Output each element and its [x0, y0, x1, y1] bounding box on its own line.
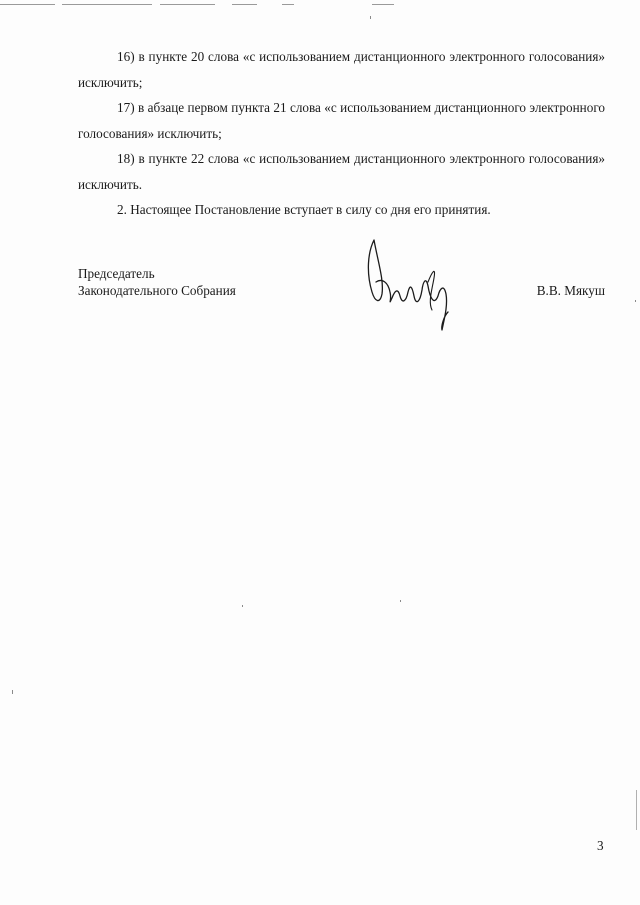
- scan-mark: [282, 4, 294, 5]
- scan-mark: [62, 4, 152, 5]
- signatory-position-line2: Законодательного Собрания: [78, 283, 236, 298]
- scan-mark: [0, 4, 55, 5]
- paragraph-effective-date: 2. Настоящее Постановление вступает в силу со дня его принятия.: [117, 202, 491, 217]
- paragraph-item-17: 17) в абзаце первом пункта 21 слова «с использованием дистанционного электронного голосования» исключить;: [78, 100, 605, 141]
- scan-speck: [12, 690, 13, 694]
- scan-speck: [242, 605, 243, 607]
- scan-mark: [232, 4, 257, 5]
- signatory-name: В.В. Мякуш: [536, 283, 605, 298]
- scan-speck: [635, 300, 636, 302]
- scan-speck: [400, 600, 401, 602]
- signatory-position-line1: Председатель: [78, 266, 155, 281]
- scan-speck: [370, 16, 371, 19]
- handwritten-signature: [362, 232, 462, 334]
- scan-mark: [160, 4, 215, 5]
- paragraph-item-18: 18) в пункте 22 слова «с использованием дистанционного электронного голосования» исключить.: [78, 151, 605, 192]
- scan-edge-line: [636, 790, 637, 830]
- signature-block: [78, 265, 605, 299]
- paragraph-item-16: 16) в пункте 20 слова «с использованием дистанционного электронного голосования» исключить;: [78, 49, 605, 90]
- page-number: 3: [597, 838, 604, 853]
- document-body: [78, 44, 605, 223]
- scan-mark: [372, 4, 394, 5]
- scan-edge-marks: [0, 4, 640, 8]
